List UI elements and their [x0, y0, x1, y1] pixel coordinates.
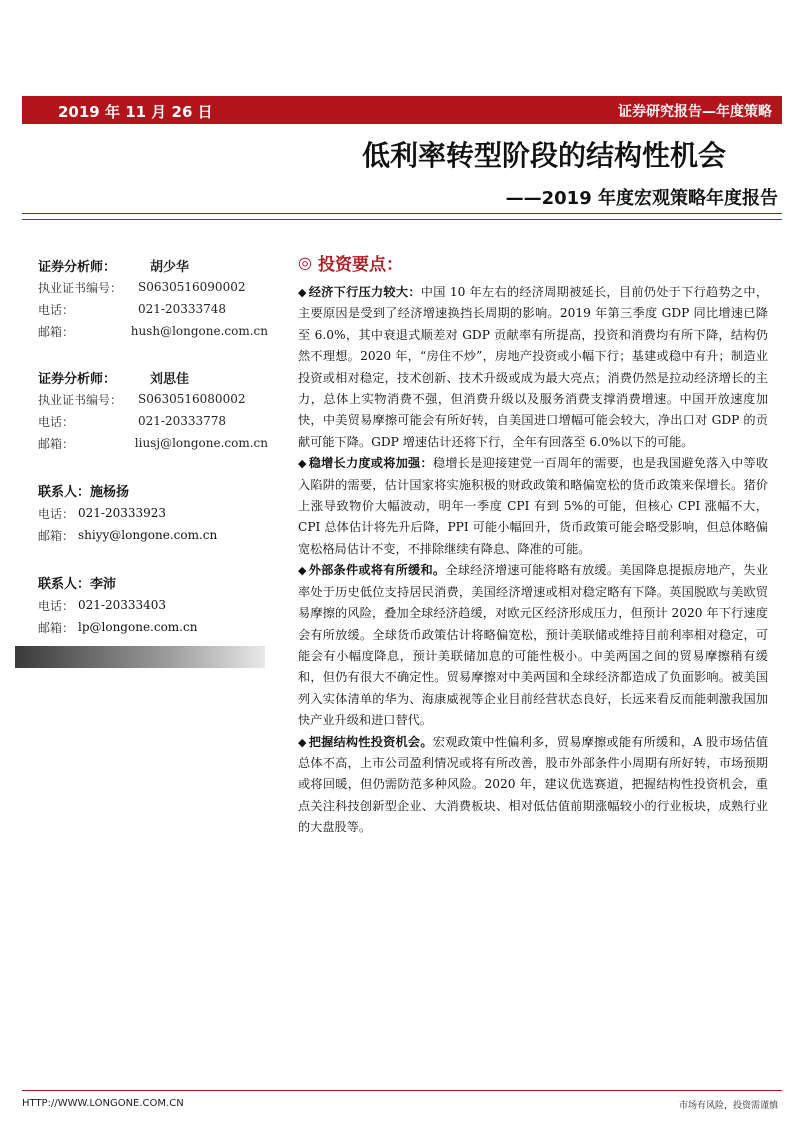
analyst-block: [38, 254, 268, 342]
phone-label: 电话：: [38, 598, 75, 613]
phone-number: 021-20333748: [138, 302, 227, 316]
diamond-bullet-icon: ◆: [298, 286, 307, 299]
footer-rule: [22, 1090, 782, 1091]
title-rule: [22, 213, 782, 214]
phone-label: 电话：: [38, 506, 75, 521]
title-rule-thin: [22, 219, 782, 220]
sidebar-divider-bar: [15, 646, 265, 668]
license-label: 执业证书编号：: [38, 280, 123, 295]
email-address: lp@longone.com.cn: [78, 620, 198, 634]
target-icon: ◎: [298, 252, 312, 272]
analyst-name: 胡少华: [150, 259, 190, 275]
sidebar: [38, 254, 268, 662]
phone-number: 021-20333778: [138, 414, 227, 428]
email-label: 邮箱：: [38, 324, 75, 339]
key-point-body: 稳增长是迎接建党一百周年的需要，也是我国避免落入中等收入陷阱的需要，估计国家将实施积极的财政政策和略偏宽松的货币政策来保增长。猪价上涨导致物价大幅波动，明年一季度 CPI 有到 5%的可能，但核心 CPI 涨幅不大，CPI 总体估计将先升后降，PPI 可能小幅回升，货币政策可能会略受影响，但总体略偏宽松格局估计不变，不排除继续有降息、降准的可能。: [298, 456, 769, 556]
analyst-name: 刘思佳: [150, 371, 190, 387]
license-number: S0630516080002: [138, 392, 246, 406]
key-point-heading: 把握结构性投资机会。: [308, 734, 433, 749]
email-address: liusj@longone.com.cn: [134, 436, 268, 450]
report-date: 2019 年 11 月 26 日: [58, 103, 213, 121]
contact-title: 联系人：李沛: [38, 576, 117, 592]
section-title: 投资要点：: [317, 254, 403, 275]
contact-block: [38, 570, 268, 638]
key-point: [298, 282, 768, 453]
key-point-body: 中国 10 年左右的经济周期被延长，目前仍处于下行趋势之中，主要原因是受到了经济增速换挡长周期的影响。2019 年第三季度 GDP 同比增速已降至 6.0%，其中衰退式顺差对 GDP 贡献率有所提高，投资和消费均有所下降，结构仍然不理想。2020 年，“房住不炒”，房地产投资或小幅下行；基建或稳中有升；制造业投资或相对稳定，技术创新、技术升级或成为最大亮点；消费仍然是拉动经济增长的主力，总体上实物消费不强，但消费升级以及服务消费支撑消费增速。中国开放速度加快，中美贸易摩擦可能会有所好转，自美国进口增幅可能会较大，净出口对 GDP 的贡献可能下降。GDP 增速估计还将下行，全年有回落至 6.0%以下的可能。: [298, 285, 769, 449]
footer-url[interactable]: HTTP://WWW.LONGONE.COM.CN: [22, 1098, 184, 1109]
phone-number: 021-20333403: [78, 598, 167, 612]
contact-title: 联系人：施杨扬: [38, 484, 130, 500]
phone-number: 021-20333923: [78, 506, 167, 520]
key-point-body: 全球经济增速可能将略有放缓。美国降息提振房地产，失业率处于历史低位支持居民消费，美国经济增速或相对稳定略有下降。英国脱欧与美欧贸易摩擦的风险，叠加全球经济趋缓，对欧元区经济形成压力，但预计 2020 年下行速度会有所放缓。全球货币政策估计将略偏宽松，预计美联储或维持目前利率相对稳定，可能会有小幅度降息，预计美联储加息的可能性极小。中美两国之间的贸易摩擦稍有缓和，但仍有很大不确定性。贸易摩擦对中美两国和全球经济都造成了负面影响。被美国列入实体清单的华为、海康威视等企业目前经营状态良好，长远来看反而能刺激我国加快产业升级和进口替代。: [298, 563, 769, 728]
analyst-block: [38, 366, 268, 454]
page-subtitle: ——2019 年度宏观策略年度报告: [505, 188, 778, 209]
contact-block: [38, 478, 268, 546]
key-point-heading: 稳增长力度或将加强：: [308, 456, 433, 471]
main-content: [298, 250, 768, 839]
page-title: 低利率转型阶段的结构性机会: [361, 139, 726, 172]
email-label: 邮箱：: [38, 620, 75, 635]
phone-label: 电话：: [38, 414, 75, 429]
analyst-role-label: 证券分析师：: [38, 371, 117, 387]
phone-label: 电话：: [38, 302, 75, 317]
email-label: 邮箱：: [38, 528, 75, 543]
header-bar: [22, 96, 782, 124]
license-label: 执业证书编号：: [38, 392, 123, 407]
footer-risk-notice: 市场有风险，投资需谨慎: [678, 1101, 778, 1111]
diamond-bullet-icon: ◆: [298, 564, 307, 578]
email-address: shiyy@longone.com.cn: [78, 528, 218, 542]
key-point: [298, 453, 768, 560]
analyst-role-label: 证券分析师：: [38, 259, 117, 275]
section-heading: [298, 250, 768, 274]
key-point-heading: 经济下行压力较大：: [308, 285, 421, 299]
key-point-heading: 外部条件或将有所缓和。: [308, 563, 446, 578]
key-point: [298, 732, 768, 839]
email-address: hush@longone.com.cn: [130, 324, 268, 338]
report-type: 证券研究报告—年度策略: [618, 104, 772, 120]
diamond-bullet-icon: ◆: [298, 735, 307, 749]
key-point: [298, 560, 768, 731]
license-number: S0630516090002: [138, 280, 246, 294]
email-label: 邮箱：: [38, 436, 75, 451]
key-point-body: 宏观政策中性偏利多，贸易摩擦或能有所缓和，A 股市场估值总体不高，上市公司盈利情况或将有所改善，股市外部条件小周期有所好转，市场预期或将回暖，但仍需防范多种风险。2020 年，建议优选赛道，把握结构性投资机会，重点关注科技创新型企业、大消费板块、相对低估值前期涨幅较小的行业板块，成熟行业的大盘股等。: [298, 734, 768, 835]
diamond-bullet-icon: ◆: [298, 457, 307, 471]
